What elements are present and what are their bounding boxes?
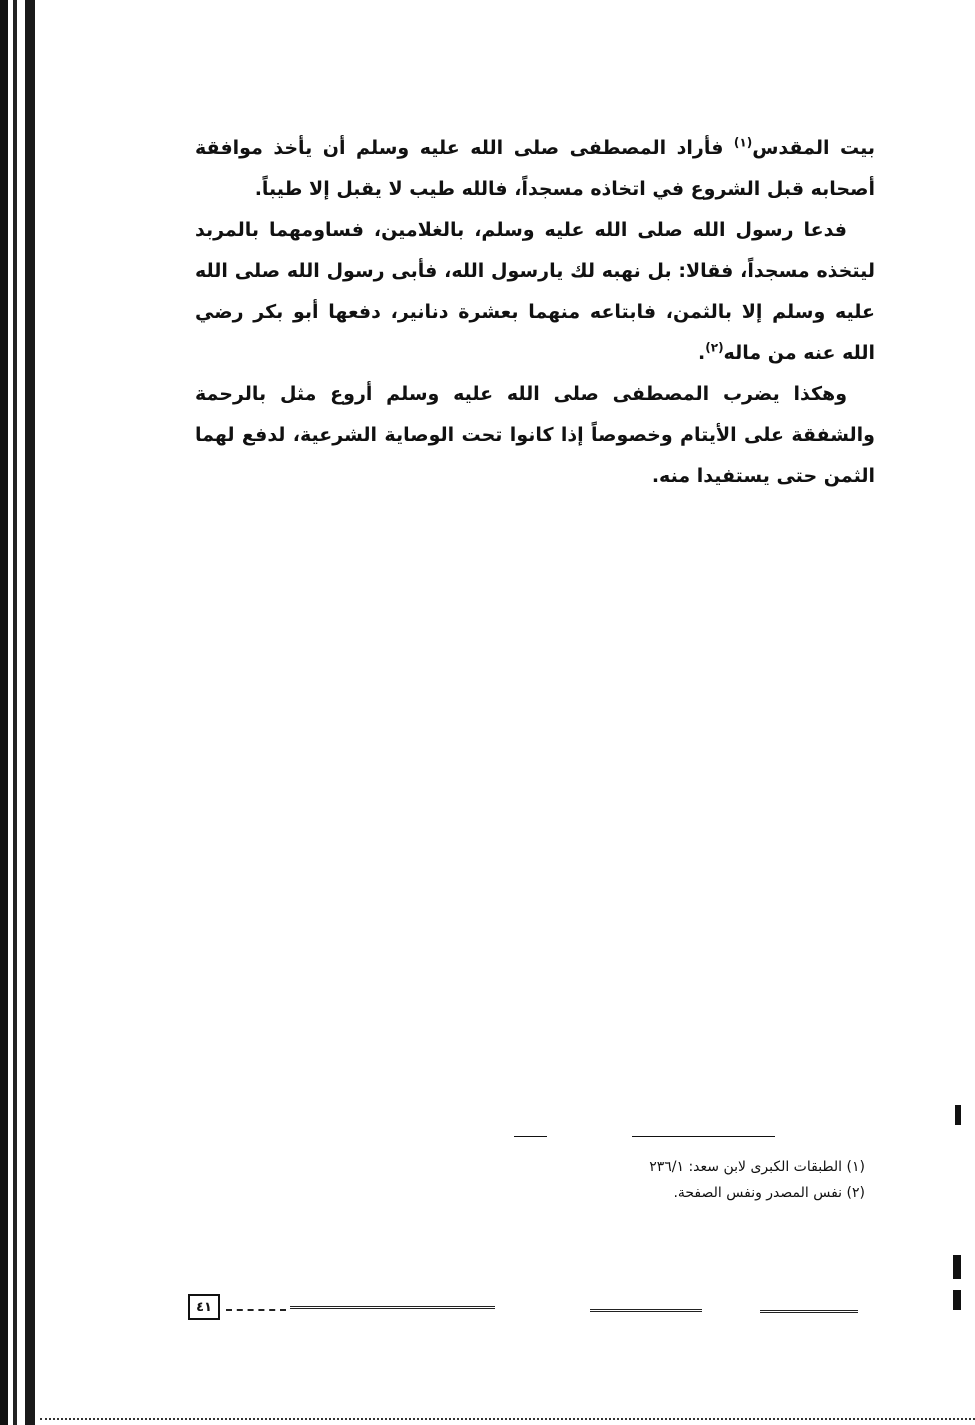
footer-rule-2 xyxy=(590,1309,702,1315)
scan-mark-1 xyxy=(955,1105,961,1125)
paragraph-2-text: فدعا رسول الله صلى الله عليه وسلم، بالغلامين، فساومهما بالمربد ليتخذه مسجداً، فقالا: بل نهبه لك يارسول الله، فأبى رسول الله صلى الله عليه وسلم إلا بالثمن، فابتاعه منهما بعشرة دنانير، دفعها أبو بكر رضي الله عنه من ماله xyxy=(195,219,875,364)
footnotes xyxy=(560,1154,865,1206)
paragraph-1-text-cont: فأراد المصطفى صلى الله عليه وسلم أن يأخذ موافقة أصحابه قبل الشروع في اتخاذه مسجداً، فالله طيب لا يقبل إلا طيباً. xyxy=(195,137,875,200)
page-number: ٤١ xyxy=(188,1294,220,1320)
scan-mark-2 xyxy=(953,1255,961,1279)
paragraph-3-text: وهكذا يضرب المصطفى صلى الله عليه وسلم أروع مثل بالرحمة والشفقة على الأيتام وخصوصاً إذا كانوا تحت الوصاية الشرعية، لدفع لهما الثمن حتى يستفيدا منه. xyxy=(195,383,875,487)
footer-rule-1 xyxy=(290,1306,495,1312)
scan-edge-left xyxy=(0,0,8,1425)
footer-rule-dashed xyxy=(226,1309,286,1311)
main-text xyxy=(195,128,875,497)
paragraph-1-text: بيت المقدس xyxy=(752,137,875,159)
footnote-1: (١) الطبقات الكبرى لابن سعد: ٢٣٦/١ xyxy=(649,1159,865,1175)
footnote-ref-2: (٢) xyxy=(705,340,724,355)
footer-rule-3 xyxy=(760,1310,858,1316)
scan-edge-bottom xyxy=(40,1418,975,1420)
paragraph-2-text-cont: . xyxy=(698,342,706,364)
paragraph-2 xyxy=(195,210,875,374)
paragraph-3 xyxy=(195,374,875,497)
scan-edge-left-binding xyxy=(25,0,35,1425)
footnote-2: (٢) نفس المصدر ونفس الصفحة. xyxy=(673,1185,865,1201)
scan-mark-3 xyxy=(953,1290,961,1310)
footnote-ref-1: (١) xyxy=(733,135,753,150)
footnote-separator xyxy=(632,1136,775,1137)
scan-edge-left-inner xyxy=(13,0,17,1425)
footnote-separator-short xyxy=(514,1136,547,1137)
paragraph-1 xyxy=(195,128,875,210)
